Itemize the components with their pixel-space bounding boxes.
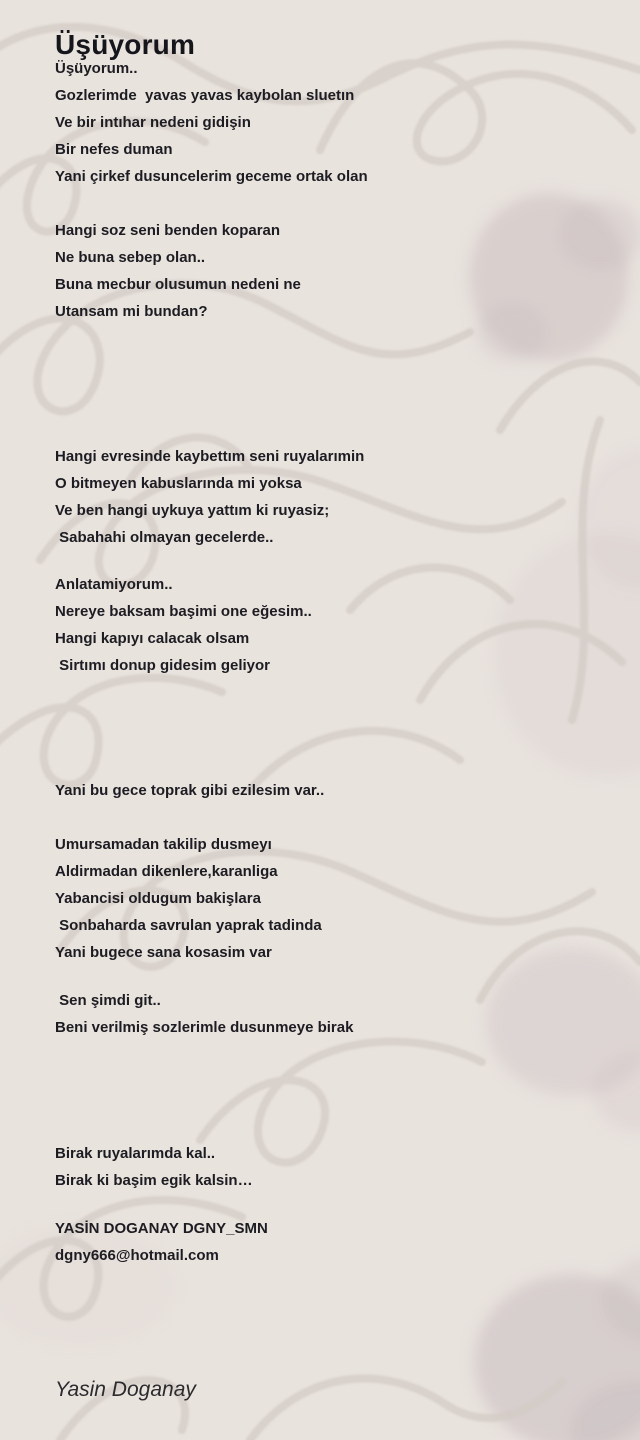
poem-line: Ve ben hangi uykuya yattım ki ruyasiz; (55, 502, 330, 519)
poem-line: Sonbaharda savrulan yaprak tadinda (55, 917, 322, 934)
poem-line: Bir nefes duman (55, 141, 173, 158)
poem-line: Yani bu gece toprak gibi ezilesim var.. (55, 782, 325, 799)
poem-line: Sabahahi olmayan gecelerde.. (55, 529, 274, 546)
poem-line: Sirtımı donup gidesim geliyor (55, 657, 271, 674)
poem-line: Birak ki başim egik kalsin… (55, 1172, 253, 1189)
poem-line: YASİN DOGANAY DGNY_SMN (55, 1220, 268, 1237)
poem-line: O bitmeyen kabuslarında mi yoksa (55, 475, 302, 492)
poem-line: Aldirmadan dikenlere,karanliga (55, 863, 278, 880)
poem-line: Sen şimdi git.. (55, 992, 161, 1009)
poem-line: Gozlerimde yavas yavas kaybolan sluetın (55, 87, 355, 104)
stanza (55, 217, 615, 325)
poem-line: Anlatamiyorum.. (55, 576, 173, 593)
stanza (55, 55, 615, 190)
poem-line: Üşüyorum.. (55, 60, 138, 77)
poem-line: Birak ruyalarımda kal.. (55, 1145, 216, 1162)
poem-line: dgny666@hotmail.com (55, 1247, 219, 1264)
poem-line: Buna mecbur olusumun nedeni ne (55, 276, 301, 293)
author-signature: Yasin Doganay (55, 1378, 196, 1401)
poem-line: Nereye baksam başimi one eğesim.. (55, 603, 312, 620)
stanza (55, 443, 615, 551)
poem-line: Hangi soz seni benden koparan (55, 222, 281, 239)
poem-line: Ve bir intıhar nedeni gidişin (55, 114, 251, 131)
stanza (55, 1140, 615, 1194)
page-title: Üşüyorum (55, 28, 196, 60)
stanza (55, 987, 615, 1041)
poem-line: Yabancisi oldugum bakişlara (55, 890, 261, 907)
stanza (55, 1215, 615, 1269)
poem-line: Umursamadan takilip dusmeyı (55, 836, 272, 853)
stanza (55, 777, 615, 804)
poem-line: Hangi kapıyı calacak olsam (55, 630, 250, 647)
poem-line: Hangi evresinde kaybettım seni ruyalarımin (55, 448, 365, 465)
poem-line: Utansam mi bundan? (55, 303, 208, 320)
stanza (55, 831, 615, 966)
poem-line: Beni verilmiş sozlerimle dusunmeye birak (55, 1019, 354, 1036)
stanza (55, 571, 615, 679)
poem-line: Yani çirkef dusuncelerim geceme ortak olan (55, 168, 368, 185)
poem-line: Ne buna sebep olan.. (55, 249, 206, 266)
poem-line: Yani bugece sana kosasim var (55, 944, 272, 961)
